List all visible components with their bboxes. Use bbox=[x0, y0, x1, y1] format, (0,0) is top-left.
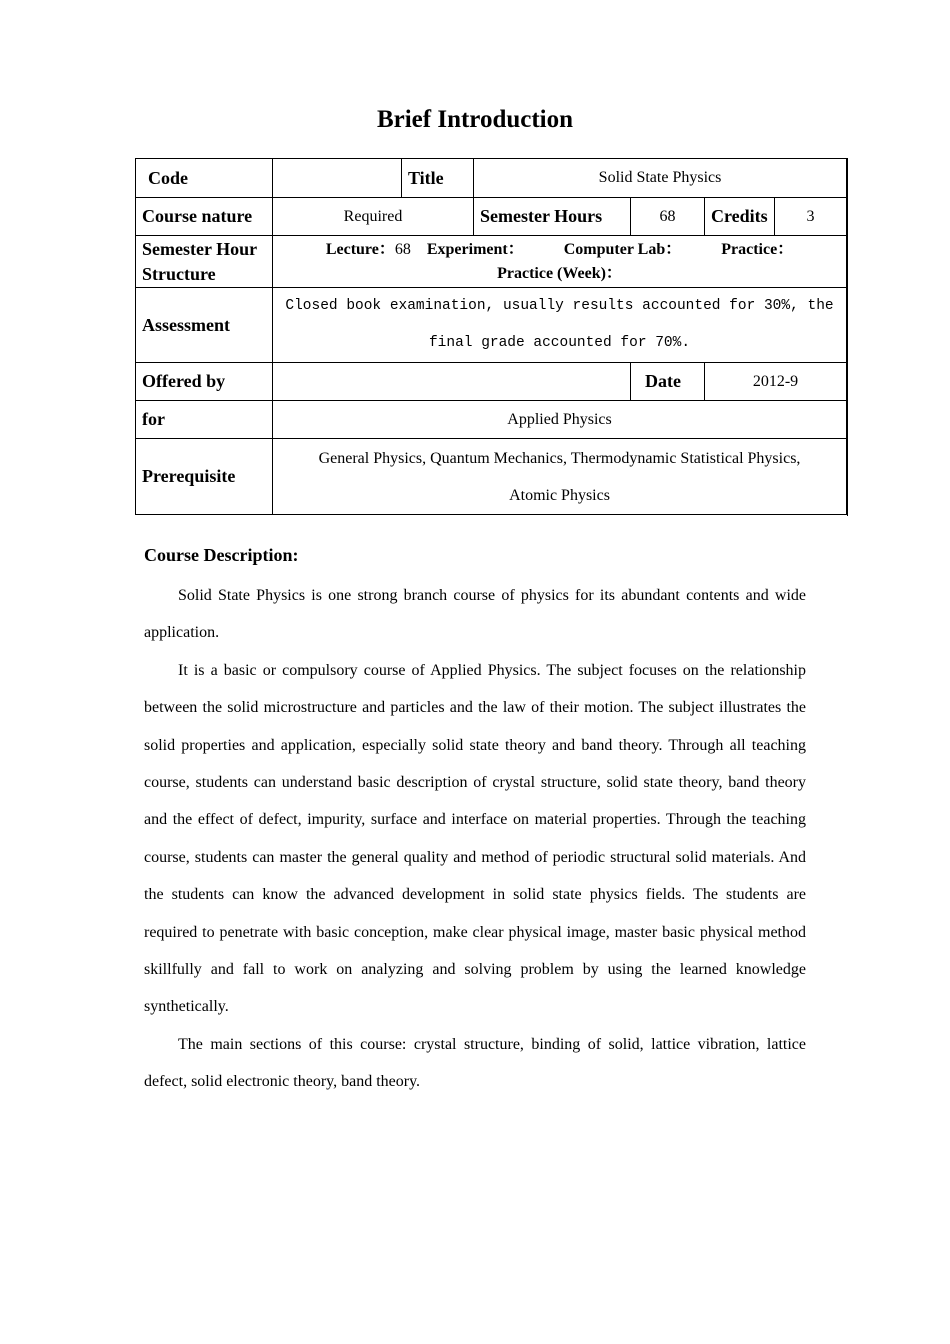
offered-by-label: Offered by bbox=[136, 363, 273, 401]
title-label: Title bbox=[402, 159, 474, 198]
table-row-offered-by bbox=[136, 363, 847, 401]
semester-hours-value: 68 bbox=[631, 198, 705, 236]
course-info-table bbox=[135, 158, 847, 515]
page-title: Brief Introduction bbox=[376, 106, 574, 133]
date-value: 2012-9 bbox=[705, 363, 847, 401]
credits-value: 3 bbox=[775, 198, 847, 236]
hour-structure-cell bbox=[273, 236, 847, 288]
prerequisite-value: General Physics, Quantum Mechanics, Thermodynamic Statistical Physics, Atomic Physics bbox=[273, 439, 847, 515]
assessment-label: Assessment bbox=[136, 288, 273, 363]
course-nature-label: Course nature bbox=[136, 198, 273, 236]
practice-week-label: Practice (Week)： bbox=[497, 264, 622, 282]
table-row-course-nature bbox=[136, 198, 847, 236]
assessment-value: Closed book examination, usually results accounted for 30%, the final grade accounted for 70%. bbox=[273, 288, 847, 363]
course-nature-value: Required bbox=[273, 198, 474, 236]
table-row-for bbox=[136, 401, 847, 439]
date-label: Date bbox=[631, 363, 705, 401]
for-label: for bbox=[136, 401, 273, 439]
lecture-value: 68 bbox=[394, 240, 411, 258]
offered-by-value bbox=[273, 363, 631, 401]
for-value: Applied Physics bbox=[273, 401, 847, 439]
structure-label: Semester Hour Structure bbox=[136, 236, 273, 288]
title-value: Solid State Physics bbox=[474, 159, 847, 198]
practice-label: Practice： bbox=[721, 240, 794, 258]
code-label: Code bbox=[136, 159, 273, 198]
lecture-label: Lecture： bbox=[325, 240, 395, 258]
semester-hours-label: Semester Hours bbox=[474, 198, 631, 236]
experiment-label: Experiment： bbox=[426, 240, 524, 258]
table-row-hour-structure bbox=[136, 236, 847, 288]
description-paragraph: It is a basic or compulsory course of Applied Physics. The subject focuses on the relationship between the solid microstructure and particles and the law of their motion. The subject illustrates the solid properties and application, especially solid state theory and band theory. Through all teaching course, students can understand basic description of crystal structure, solid state theory, band theory and the effect of defect, impurity, surface and interface on material properties. Through the teaching course, students can master the general quality and method of periodic structural solid materials. And the students can know the advanced development in solid state physics fields. The students are required to penetrate with basic conception, make clear physical image, master basic physical method skillfully and fall to work on analyzing and solving problem by using the learned knowledge synthetically. bbox=[144, 661, 806, 1016]
prerequisite-label: Prerequisite bbox=[136, 439, 273, 515]
description-paragraph: The main sections of this course: crystal structure, binding of solid, lattice vibration, lattice defect, solid electronic theory, band theory. bbox=[144, 1035, 806, 1091]
course-description-body bbox=[144, 577, 806, 1101]
table-outer-border bbox=[847, 158, 848, 516]
table-row-assessment bbox=[136, 288, 847, 363]
computer-lab-label: Computer Lab： bbox=[563, 240, 682, 258]
course-description-heading: Course Description: bbox=[144, 545, 299, 565]
credits-label: Credits bbox=[705, 198, 775, 236]
description-paragraph: Solid State Physics is one strong branch course of physics for its abundant contents and wide application. bbox=[144, 587, 806, 642]
table-row-prerequisite bbox=[136, 439, 847, 515]
code-value bbox=[273, 159, 402, 198]
table-row-code bbox=[136, 159, 847, 198]
